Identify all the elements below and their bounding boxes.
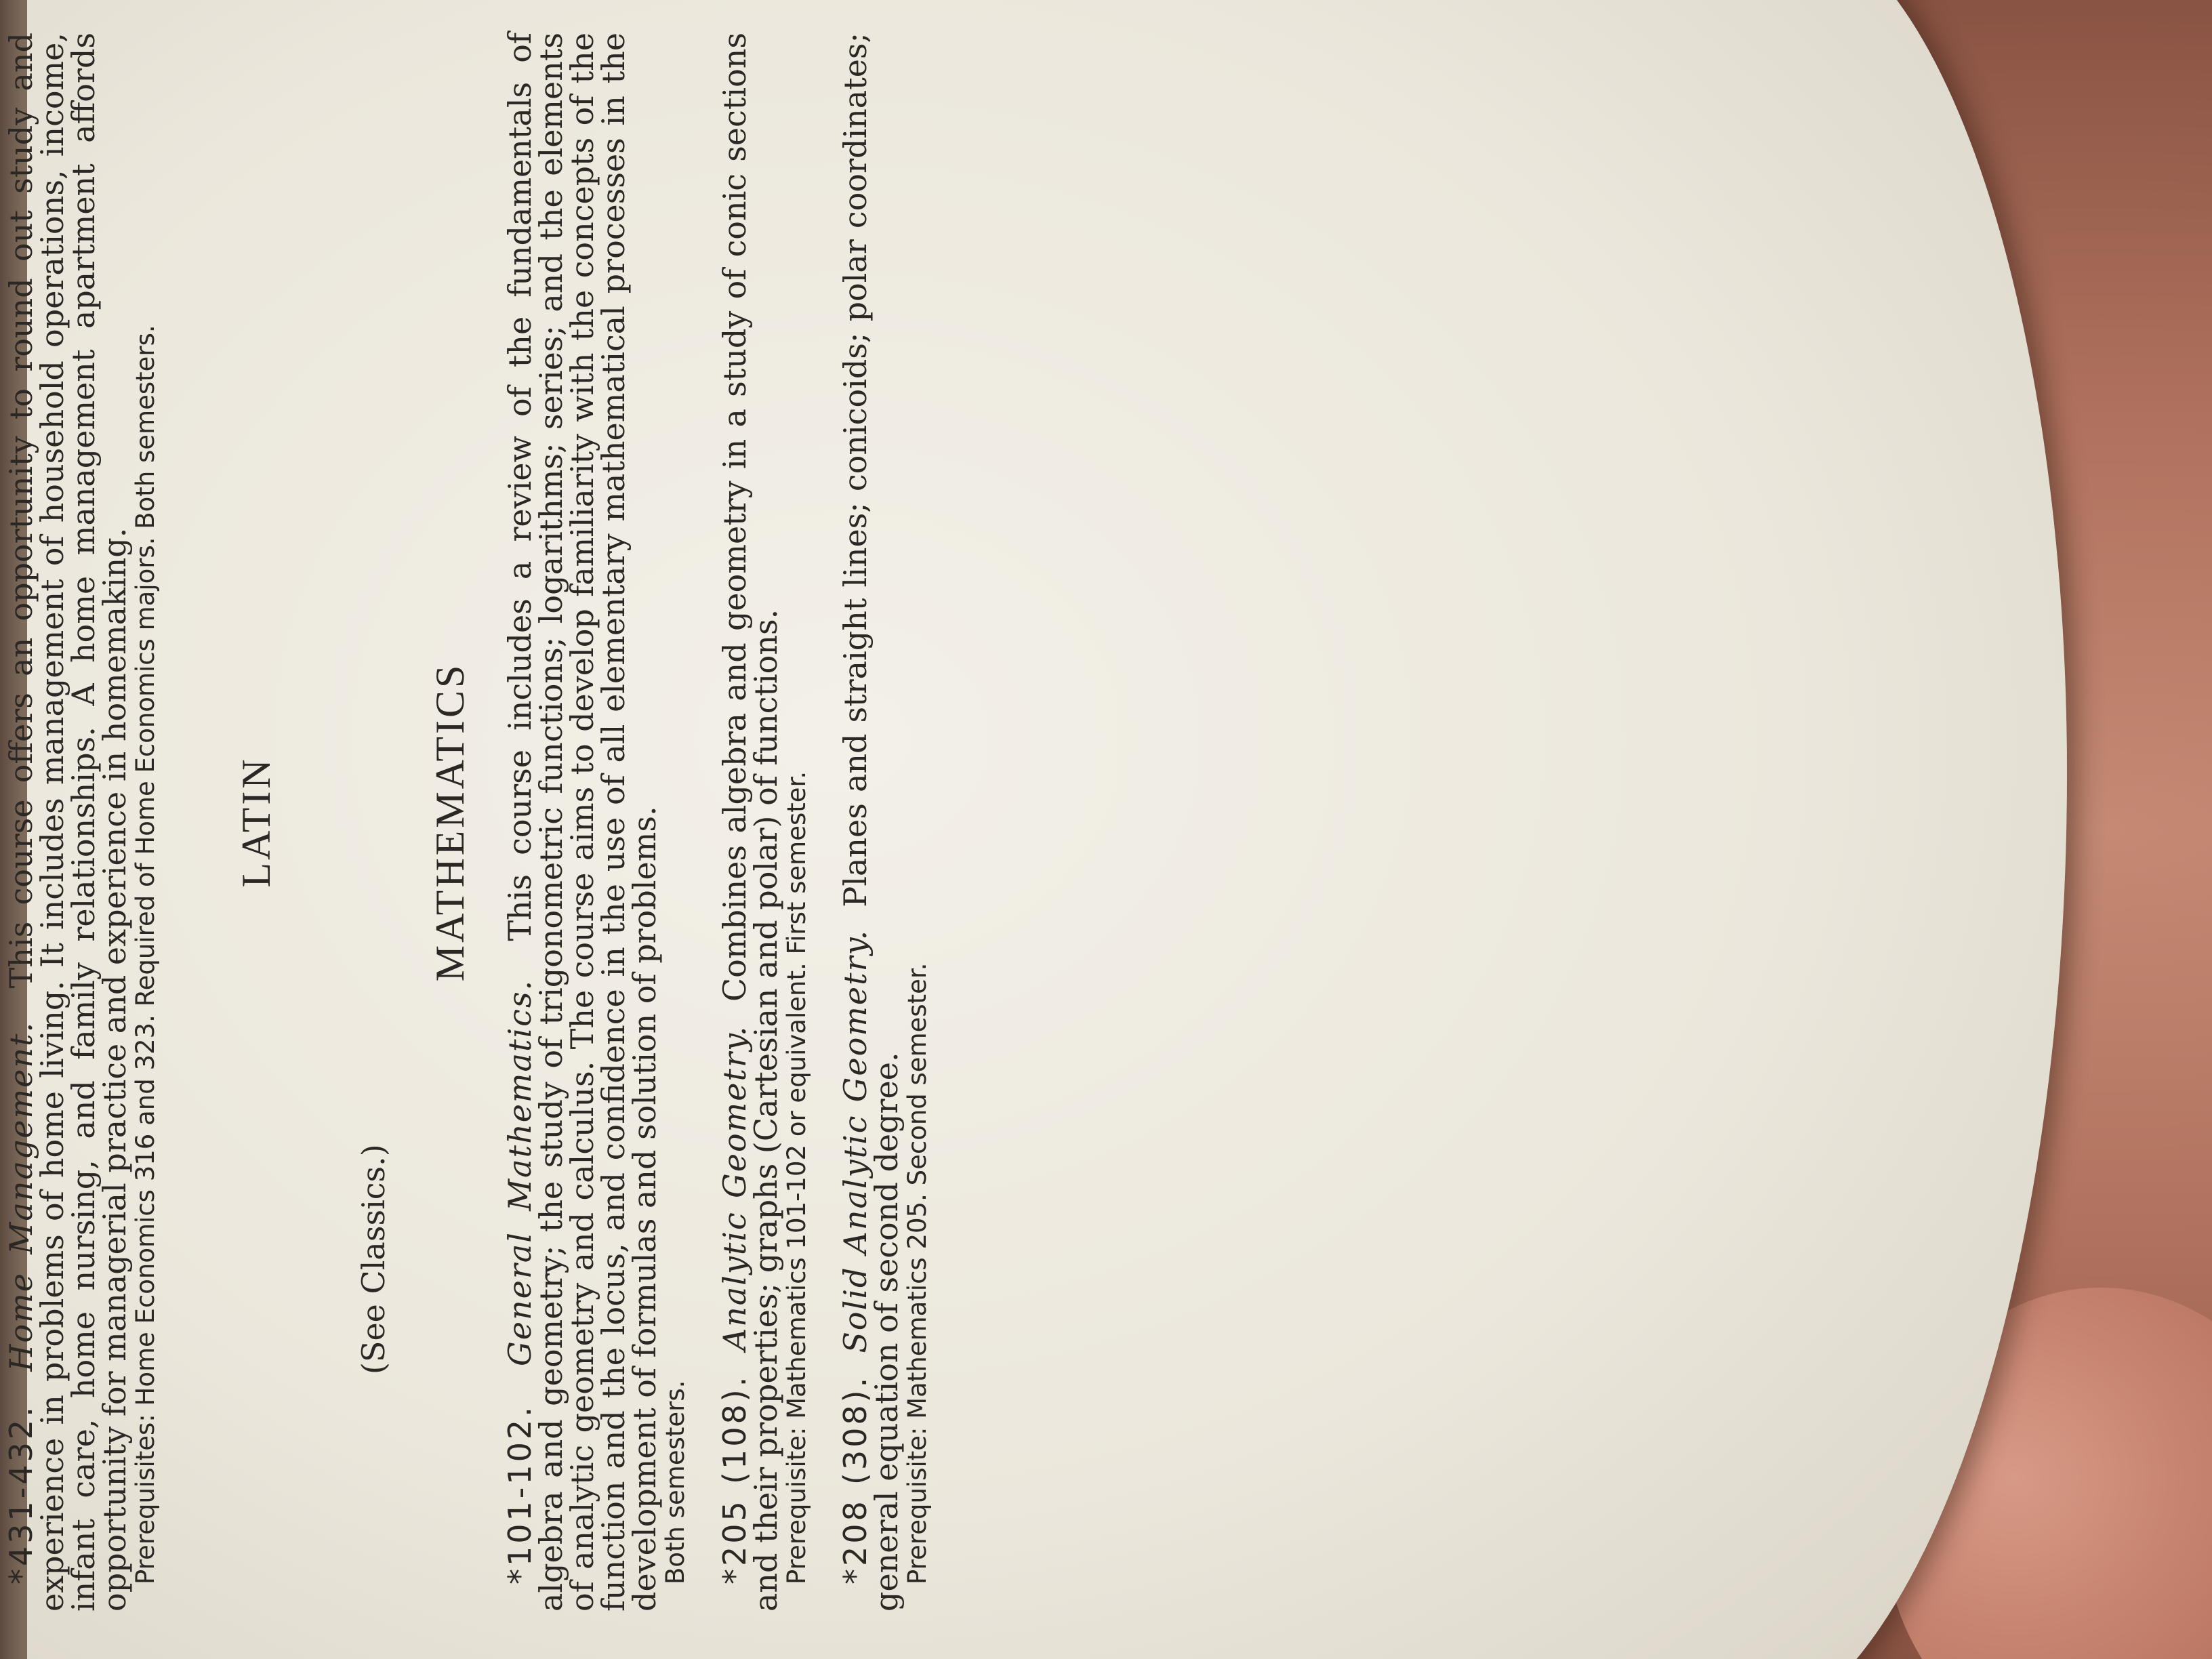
course-description: Planes and straight lines; conicoids; polar coordinates; general equation of second degree. bbox=[836, 32, 905, 1612]
course-note: Prerequisite: Mathematics 101-102 or equivalent. First semester. bbox=[781, 771, 811, 1584]
course-entry-solid-analytic-geometry bbox=[836, 32, 905, 1612]
course-number: *205 (108). bbox=[716, 1374, 753, 1584]
course-note: Both semesters. bbox=[661, 1380, 691, 1584]
course-entry-home-management bbox=[3, 32, 133, 1612]
course-number: *431-432. bbox=[3, 1404, 39, 1584]
course-title: Solid Analytic Geometry. bbox=[836, 928, 874, 1353]
course-description: Combines algebra and geometry in a study of conic sections and their properties; graphs (Cartesian and polar) of functions. bbox=[716, 33, 784, 1612]
course-entry-analytic-geometry bbox=[716, 33, 784, 1612]
course-note: Prerequisite: Mathematics 205. Second semester. bbox=[902, 962, 932, 1584]
department-heading-latin: LATIN bbox=[234, 756, 279, 888]
course-number: *101-102. bbox=[501, 1404, 539, 1584]
course-description: This course offers an opportunity to round out study and experience in problems of home living. It includes management of household operations, income, infant care, home nursing, and family relationships. A home management apartment affords opportunity for managerial practice and experience in homemaking. bbox=[3, 32, 133, 1612]
course-entry-general-mathematics bbox=[501, 33, 663, 1612]
course-description: This course includes a review of the fundamentals of algebra and geometry; the study of trigonometric functions; logarithms; series; and the elements of analytic geometry and calculus. The course aims to develop familiarity with the concepts of the function and the locus, and confidence in the use of all elementary mathematical processes in the development of formulas and solution of problems. bbox=[501, 33, 663, 1612]
course-note: Prerequisites: Home Economics 316 and 323. Required of Home Economics majors. Both semesters. bbox=[131, 325, 160, 1584]
page-text bbox=[5, 33, 933, 1612]
course-title: Home Management. bbox=[3, 1021, 39, 1372]
course-number: *208 (308). bbox=[836, 1374, 874, 1584]
course-title: General Mathematics. bbox=[501, 979, 539, 1366]
course-title: Analytic Geometry. bbox=[716, 1025, 753, 1351]
department-heading-mathematics: MATHEMATICS bbox=[428, 662, 473, 982]
cross-reference: (See Classics.) bbox=[355, 1144, 392, 1374]
